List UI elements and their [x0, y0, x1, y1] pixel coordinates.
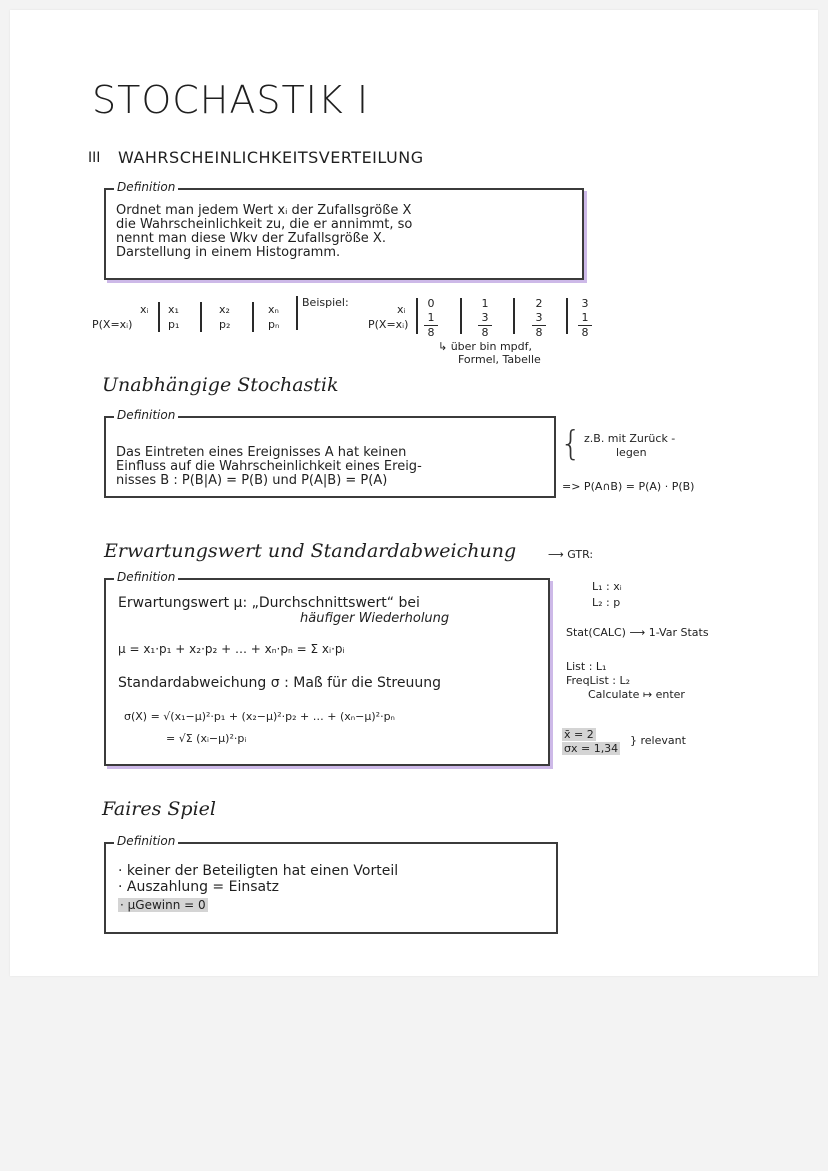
fair-game-bullet: · keiner der Beteiligten hat einen Vorteil [118, 863, 399, 879]
fair-game-bullet: · Auszahlung = Einsatz [118, 879, 279, 895]
prob-numerator: 1 [427, 311, 435, 324]
gtr-result [562, 742, 620, 755]
table-divider [296, 296, 298, 330]
definition-label: Definition [114, 834, 178, 848]
example-prob [424, 312, 438, 339]
section-heading-faires-spiel: Faires Spiel [102, 798, 216, 820]
gtr-note: Stat(CALC) ⟶ 1-Var Stats [566, 626, 709, 639]
table-divider [416, 298, 418, 334]
table-divider [460, 298, 462, 334]
gtr-note: FreqList : L₂ [566, 674, 631, 687]
mu-gewinn-highlight: · μGewinn = 0 [120, 898, 206, 912]
example-row-label-x: xᵢ [397, 303, 406, 316]
prob-denominator: 8 [427, 326, 435, 339]
std-dev-text: Standardabweichung σ : Maß für die Streuung [118, 675, 441, 691]
example-prob [478, 312, 492, 339]
prob-numerator: 3 [481, 311, 489, 324]
mu-formula: μ = x₁·p₁ + x₂·p₂ + … + xₙ·pₙ = Σ xᵢ·pᵢ [118, 642, 345, 656]
table-cell-p: p₁ [168, 318, 180, 331]
section-heading-erwartungswert: Erwartungswert und Standardabweichung [104, 540, 517, 562]
table-cell-p: p₂ [219, 318, 231, 331]
gtr-mean: x̄ = 2 [564, 728, 594, 741]
table-cell-p: pₙ [268, 318, 280, 331]
sigma-formula-sum: = √Σ (xᵢ−μ)²·pᵢ [166, 732, 247, 745]
fair-game-bullet [118, 898, 208, 912]
example-x: 1 [481, 297, 489, 310]
page-title: STOCHASTIK I [92, 78, 370, 122]
side-note: z.B. mit Zurück - [584, 432, 676, 445]
table-cell-x: x₂ [219, 303, 230, 316]
section-heading-unabhaengig: Unabhängige Stochastik [102, 374, 339, 396]
table-cell-x: x₁ [168, 303, 179, 316]
definition-line: Darstellung in einem Histogramm. [116, 245, 341, 260]
definition-label: Definition [114, 180, 178, 194]
prob-numerator: 3 [535, 311, 543, 324]
definition-line: nennt man diese Wkv der Zufallsgröße X. [116, 231, 386, 246]
gtr-note: L₂ : p [592, 596, 621, 609]
table-divider [158, 302, 160, 332]
example-note: Formel, Tabelle [458, 353, 541, 366]
definition-label: Definition [114, 408, 178, 422]
example-x: 0 [427, 297, 435, 310]
gtr-note: Calculate ↦ enter [588, 688, 685, 701]
definition-line: nisses B : P(B|A) = P(B) und P(A|B) = P(A) [116, 473, 388, 488]
section-heading-wahrscheinlichkeitsverteilung: WAHRSCHEINLICHKEITSVERTEILUNG [118, 148, 424, 167]
gtr-note: L₁ : xᵢ [592, 580, 622, 593]
definition-line: die Wahrscheinlichkeit zu, die er annimmt, so [116, 217, 413, 232]
example-prob [532, 312, 546, 339]
definition-label: Definition [114, 570, 178, 584]
example-x: 2 [535, 297, 543, 310]
prob-denominator: 8 [535, 326, 543, 339]
table-divider [200, 302, 202, 332]
expectation-text: Erwartungswert μ: „Durchschnittswert“ bei [118, 595, 420, 611]
gtr-relevant-note: } relevant [630, 734, 686, 747]
gtr-result [562, 728, 596, 741]
prob-denominator: 8 [481, 326, 489, 339]
example-row-label-p: P(X=xᵢ) [368, 318, 409, 331]
curly-brace: { [560, 424, 582, 464]
table-row-label-x: xᵢ [140, 303, 149, 316]
example-value [532, 298, 546, 310]
example-prob [578, 312, 592, 339]
example-value [424, 298, 438, 310]
gtr-note: List : L₁ [566, 660, 607, 673]
table-divider [252, 302, 254, 332]
prob-numerator: 1 [581, 311, 589, 324]
section-numeral: III [88, 150, 101, 166]
table-divider [566, 298, 568, 334]
implication-formula: => P(A∩B) = P(A) · P(B) [562, 480, 695, 493]
table-divider [513, 298, 515, 334]
side-note: legen [616, 446, 647, 459]
gtr-sigma: σx = 1,34 [564, 742, 619, 755]
example-value [578, 298, 592, 310]
sigma-formula: σ(X) = √(x₁−μ)²·p₁ + (x₂−μ)²·p₂ + … + (xₙ−μ)²·pₙ [124, 710, 395, 723]
definition-line: Ordnet man jedem Wert xᵢ der Zufallsgröße X [116, 203, 412, 218]
prob-denominator: 8 [581, 326, 589, 339]
example-note: ↳ über bin mpdf, [438, 340, 533, 353]
definition-line: Einfluss auf die Wahrscheinlichkeit eines Ereig- [116, 459, 422, 474]
expectation-text: häufiger Wiederholung [300, 611, 450, 626]
gtr-arrow-note: ⟶ GTR: [548, 548, 594, 561]
table-row-label-p: P(X=xᵢ) [92, 318, 133, 331]
example-label: Beispiel: [302, 296, 349, 309]
example-x: 3 [581, 297, 589, 310]
definition-line: Das Eintreten eines Ereignisses A hat keinen [116, 445, 407, 460]
table-cell-x: xₙ [268, 303, 279, 316]
example-value [478, 298, 492, 310]
